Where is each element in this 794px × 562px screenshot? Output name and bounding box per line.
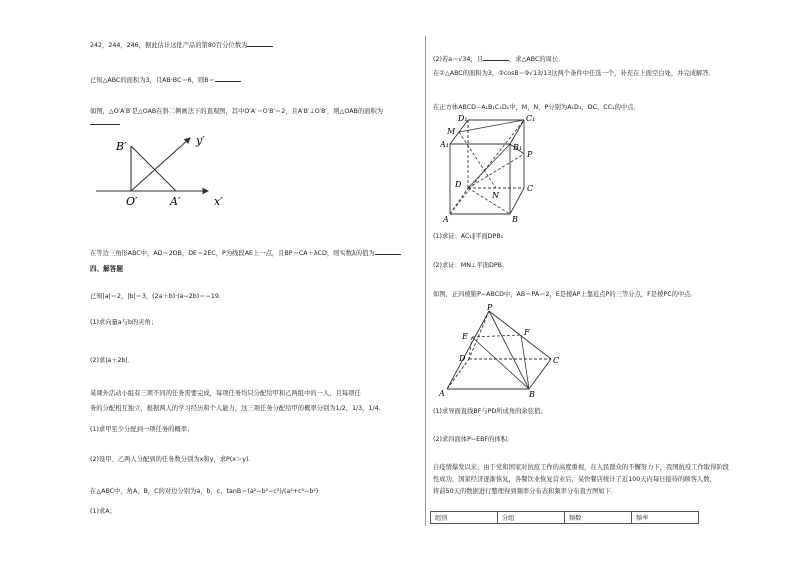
answer-blank-line — [90, 118, 120, 128]
question-18-part1: (1)求甲至少分配到一项任务的概率； — [90, 426, 194, 433]
edge-b-c — [529, 359, 551, 389]
label-y-prime: y′ — [196, 134, 205, 147]
question-21-part1: (1)求异面直线BF与PD所成角的余弦值； — [433, 408, 547, 415]
label-f: F — [524, 328, 530, 337]
label-x-prime: x′ — [214, 195, 223, 208]
label-p: P — [487, 303, 493, 312]
oblique-figure — [90, 130, 240, 210]
label-e: E — [462, 332, 468, 341]
edge-p-c — [489, 311, 551, 359]
header-cell: 频数 — [565, 512, 632, 524]
question-19-part1: (1)求A； — [90, 508, 116, 515]
edge-a-d — [450, 188, 468, 214]
label-c1: C₁ — [526, 114, 536, 123]
question-17-part2: (2)求|a＋2b|． — [90, 357, 134, 364]
label-d: D — [459, 354, 466, 363]
line-d-b — [468, 188, 510, 214]
question-22-line2: 性成功，国家经济逐渐恢复，各餐饮业恢复营业后，某快餐店统计了近100天内每日接待的顾客人数， — [433, 476, 716, 483]
question-20-part2: (2)求证：MN⊥平面DPB． — [433, 262, 509, 269]
question-17-part1: (1)求向量a与b的夹角； — [90, 319, 158, 326]
question-19-part2: (2)若a＝√34，且 ，求△ABC的周长． — [433, 56, 565, 63]
edge-p-a — [447, 311, 489, 389]
question-21-part2: (2)求四面体P−EBF的体积． — [433, 436, 514, 443]
edge-a-d — [447, 359, 469, 389]
label-b: B — [512, 215, 518, 224]
answer-blank — [483, 54, 509, 61]
question-17: 已知|a|＝2，|b|＝3，(2a＋b)·(a−2b)＝−19. — [90, 293, 221, 300]
label-b: B — [529, 390, 535, 399]
label-a: A — [439, 389, 445, 398]
line-m-n — [459, 132, 496, 188]
header-cell: 频率 — [632, 512, 699, 524]
answer-blank — [215, 75, 241, 82]
label-d: D — [455, 180, 462, 189]
section-title: 四、解答题 — [90, 265, 123, 273]
header-cell: 分组 — [498, 512, 565, 524]
line-m-c1 — [459, 120, 524, 132]
question-18-line1: 某课外活动小组有三项不同的任务需要完成，每项任务均只分配给甲和乙两组中的一人，且每项任 — [90, 390, 361, 397]
question-20-part1: (1)求证：AC₁∥平面DPB₁ — [433, 233, 504, 240]
line-e-b — [472, 337, 529, 389]
question-equilateral: 在等边三角形ABC中，AD＝2DB，DE＝2EC，P为线段AE上一点，且BP＝CA＋λCD，则实数λ的值为 — [90, 248, 401, 258]
label-m: M — [447, 127, 456, 136]
label-p: P — [527, 150, 533, 159]
edge-p-d — [469, 311, 489, 359]
question-19: 在△ABC中，角A，B，C的对边分别为a，b，c，tanB＝(a²−b²−c²)/(a²+c²−b²) — [90, 488, 319, 495]
answer-blank — [375, 248, 401, 255]
table-header-row — [431, 512, 699, 524]
answer-blank — [247, 40, 273, 47]
label-a1: A₁ — [440, 140, 449, 149]
label-b-prime: B′ — [116, 140, 127, 153]
cube-figure — [440, 112, 550, 224]
question-percentile: 242，244，246，据此估计这批产品的第80百分位数为 — [90, 40, 273, 50]
question-18-part2: (2)设甲、乙两人分配到的任务数分别为x和y，求P(x＞y). — [90, 456, 251, 463]
label-a-prime: A′ — [170, 195, 181, 208]
header-cell: 组别 — [431, 512, 498, 524]
label-o-prime: O′ — [126, 195, 138, 208]
y-axis — [131, 138, 190, 191]
question-triangle-area: 已知△ABC的面积为3，且AB·BC＝6，则B＝ — [90, 75, 241, 85]
question-22-line1: 自疫情爆发以来，由于党和国家对抗疫工作的高度重视，在人民群众的不懈努力下，我国抗疫工作取得阶段 — [433, 464, 729, 471]
question-18-line2: 务的分配相互独立，根据两人的学习经历和个人能力，这三项任务分配给甲的概率分别为1/2，1/3，1/4. — [90, 405, 381, 412]
question-20: 在正方体ABCD−A₁B₁C₁D₁中，M，N，P分别为A₁D₁，DC，CC₁的中点． — [433, 104, 640, 111]
frequency-table — [430, 511, 699, 524]
edge-b-c — [510, 188, 524, 214]
edge-b1-c1 — [510, 120, 524, 144]
label-a: A — [443, 215, 449, 224]
question-21: 如图，正四棱锥P−ABCD中，AB＝PA＝2，E是棱AP上靠近点P的三等分点，F是棱PC的中点． — [433, 291, 697, 298]
label-b1: B₁ — [513, 143, 523, 152]
label-d1: D₁ — [458, 114, 468, 123]
question-19-condition: 在①△ABC的面积为3，②cosB＝9√13/13这两个条件中任选一个，补充在上面空白处，并完成解答． — [433, 70, 715, 77]
label-c: C — [527, 184, 534, 193]
column-divider — [425, 36, 426, 526]
pyramid-figure — [435, 303, 565, 399]
question-22-line3: 将前50天的数据进行整理得到频率分布表和频率分布直方图如下． — [433, 488, 618, 495]
label-n: N — [492, 191, 499, 200]
label-c: C — [553, 356, 560, 365]
question-oblique: 如图，△O′A′B′是△OAB在斜二侧画法下的直观图，其中O′A′＝O′B′＝2，且A′B′⊥O′B′，则△OAB的面积为 — [90, 108, 384, 115]
